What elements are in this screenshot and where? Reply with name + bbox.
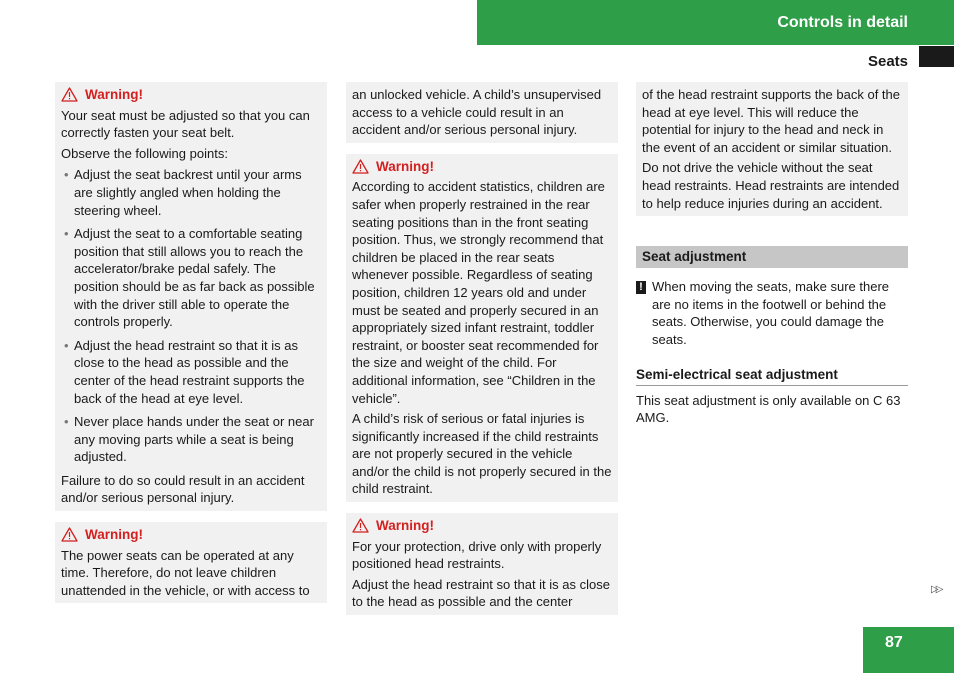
semi-electrical-text: This seat adjustment is only available on C 63 AMG. [636, 392, 901, 426]
warning-heading [61, 86, 321, 104]
warning-box-continued [636, 82, 908, 216]
warning-paragraph: of the head restraint supports the back of the head at eye level. This will reduce the potential for injury to the head and neck in the event of an accident or similar situation. [642, 87, 900, 155]
warning-box-children [346, 154, 618, 502]
section-title: Seats [867, 53, 908, 70]
warning-label: Warning! [85, 527, 143, 543]
page-number: 87 [863, 627, 954, 673]
warning-label: Warning! [85, 87, 143, 102]
column-1 [55, 82, 327, 603]
warning-box-power-seats [55, 522, 327, 603]
warning-box-head-restraints [346, 513, 618, 615]
damage-note [636, 278, 908, 348]
warning-paragraph: For your protection, drive only with properly positioned head restraints. [352, 538, 602, 572]
warning-triangle-icon [352, 159, 369, 174]
warning-intro: Your seat must be adjusted so that you can correctly fasten your seat belt. [61, 107, 310, 141]
warning-text: an unlocked vehicle. A child’s unsupervised access to a vehicle could result in an accident and/or serious personal injury. [352, 87, 602, 138]
warning-heading [352, 517, 612, 535]
warning-triangle-icon [352, 518, 369, 533]
warning-label: Warning! [376, 518, 434, 534]
exclamation-note-icon: ! [636, 281, 646, 294]
bullet-item: • Adjust the seat backrest until your arms are slightly angled when holding the steering wheel. [64, 167, 302, 218]
warning-paragraph: Do not drive the vehicle without the seat head restraints. Head restraints are intended to help reduce injuries during an accident. [642, 160, 900, 211]
warning-paragraph: According to accident statistics, children are safer when properly restrained in the rear seating positions than in the front seating position. Thus, we strongly recommend that children be placed in the rear seats whenever possible. Regardless of seating position, children 12 years old and under must be seated and properly secured in an appropriately sized infant restraint, toddler restraint, or booster seat recommended for the size and weight of the child. For additional information, see “Children in the vehicle”. [352, 179, 605, 406]
section-tab-marker [919, 46, 954, 67]
bullet-item: • Adjust the head restraint so that it is as close to the head as possible and the center of the head restraint supports the back of the head at eye level. [64, 337, 305, 406]
bullet-item: • Never place hands under the seat or near any moving parts while a seat is being adjusted. [64, 414, 314, 465]
continue-arrow-icon: ▷▷ [931, 584, 941, 595]
warning-paragraph: A child’s risk of serious or fatal injuries is significantly increased if the child restraints are not properly secured in the vehicle and/or the child is not properly secured in the child restraint. [352, 411, 612, 497]
bullet-item: • Adjust the seat to a comfortable seating position that still allows you to reach the accelerator/brake pedal safely. The position should be as far back as possible with the driver still able to operate the controls properly. [64, 226, 315, 330]
warning-paragraph: Adjust the head restraint so that it is as close to the head as possible and the center [352, 576, 610, 610]
column-2 [346, 82, 618, 615]
chapter-title: Controls in detail [777, 13, 908, 31]
warning-outro: Failure to do so could result in an accident and/or serious personal injury. [61, 472, 305, 506]
seat-adjustment-heading: Seat adjustment [636, 246, 908, 268]
warning-triangle-icon [61, 527, 78, 542]
warning-box-seat-adjust [55, 82, 327, 511]
warning-text: The power seats can be operated at any time. Therefore, do not leave children unattended in the vehicle, or with access to [61, 547, 310, 598]
chapter-header [477, 0, 954, 45]
warning-bullet-list [61, 166, 321, 466]
note-text: When moving the seats, make sure there are no items in the footwell or behind the seats. Otherwise, you could damage the seats. [652, 279, 890, 347]
semi-electrical-heading: Semi-electrical seat adjustment [636, 367, 908, 386]
column-3 [636, 82, 908, 427]
warning-heading [352, 158, 612, 176]
warning-box-continued [346, 82, 618, 143]
warning-triangle-icon [61, 87, 78, 102]
warning-label: Warning! [376, 158, 434, 174]
warning-observe: Observe the following points: [61, 145, 228, 161]
warning-heading [61, 526, 321, 544]
